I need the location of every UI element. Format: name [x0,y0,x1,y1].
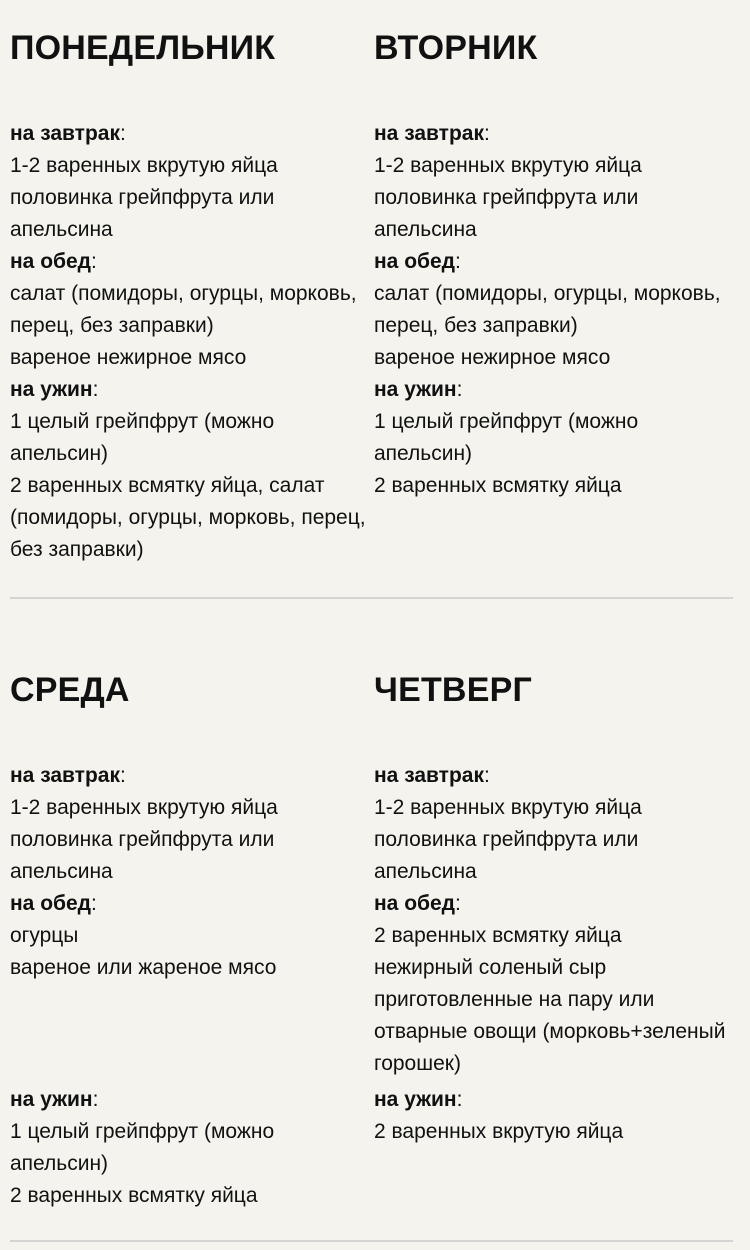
food-item: 1-2 варенных вкрутую яйца [10,796,278,819]
day-title: ПОНЕДЕЛЬНИК [10,29,276,67]
food-item: 2 варенных вкрутую яйца [374,1120,624,1143]
food-item: приготовленные на пару или отварные овощи (морковь+зеленый горошек) [374,988,726,1075]
food-item: 2 варенных всмятку яйца [10,1184,258,1207]
meal-breakfast [374,760,736,888]
food-item: половинка грейпфрута или апельсина [374,186,639,241]
meal-title: на обед: [374,892,461,915]
food-item: вареное нежирное мясо [10,346,247,369]
food-item: 2 варенных всмятку яйца [374,924,622,947]
food-item: салат (помидоры, огурцы, морковь, перец, без заправки) [10,282,357,337]
food-item: 1 целый грейпфрут (можно апельсин) [10,410,275,465]
food-item: 1-2 варенных вкрутую яйца [374,796,642,819]
day-column-thursday [374,670,736,1148]
meal-dinner [10,1084,372,1212]
food-item: половинка грейпфрута или апельсина [10,186,275,241]
food-item: 1 целый грейпфрут (можно апельсин) [374,410,639,465]
day-column-tuesday [374,28,736,502]
meal-title: на завтрак: [374,764,490,787]
meal-title: на завтрак: [10,122,126,145]
meal-title: на ужин: [10,378,99,401]
food-item: 1-2 варенных вкрутую яйца [374,154,642,177]
meal-dinner [374,1084,736,1148]
food-item: нежирный соленый сыр [374,956,607,979]
meal-breakfast [10,760,372,888]
day-column-monday [10,28,372,566]
meal-lunch [10,888,372,1084]
section-divider [10,1240,733,1242]
section-divider [10,597,733,599]
meal-lunch [374,888,736,1084]
food-item: 1-2 варенных вкрутую яйца [10,154,278,177]
day-column-wednesday [10,670,372,1212]
meal-title: на обед: [374,250,461,273]
food-item: вареное или жареное мясо [10,956,277,979]
day-title: ЧЕТВЕРГ [374,671,532,709]
meal-title: на обед: [10,250,97,273]
meal-lunch [374,246,736,374]
meal-dinner [10,374,372,566]
food-item: салат (помидоры, огурцы, морковь, перец, без заправки) [374,282,721,337]
food-item: огурцы [10,924,79,947]
meal-title: на ужин: [10,1088,99,1111]
day-title: СРЕДА [10,671,130,709]
food-item: 1 целый грейпфрут (можно апельсин) [10,1120,275,1175]
food-item: 2 варенных всмятку яйца, салат (помидоры, огурцы, морковь, перец, без заправки) [10,474,366,561]
food-item: половинка грейпфрута или апельсина [374,828,639,883]
meal-title: на ужин: [374,378,463,401]
food-item: 2 варенных всмятку яйца [374,474,622,497]
meal-breakfast [374,118,736,246]
meal-dinner [374,374,736,502]
meal-title: на завтрак: [10,764,126,787]
day-title: ВТОРНИК [374,29,538,67]
meal-title: на завтрак: [374,122,490,145]
food-item: вареное нежирное мясо [374,346,611,369]
meal-lunch [10,246,372,374]
meal-breakfast [10,118,372,246]
meal-title: на ужин: [374,1088,463,1111]
food-item: половинка грейпфрута или апельсина [10,828,275,883]
meal-title: на обед: [10,892,97,915]
